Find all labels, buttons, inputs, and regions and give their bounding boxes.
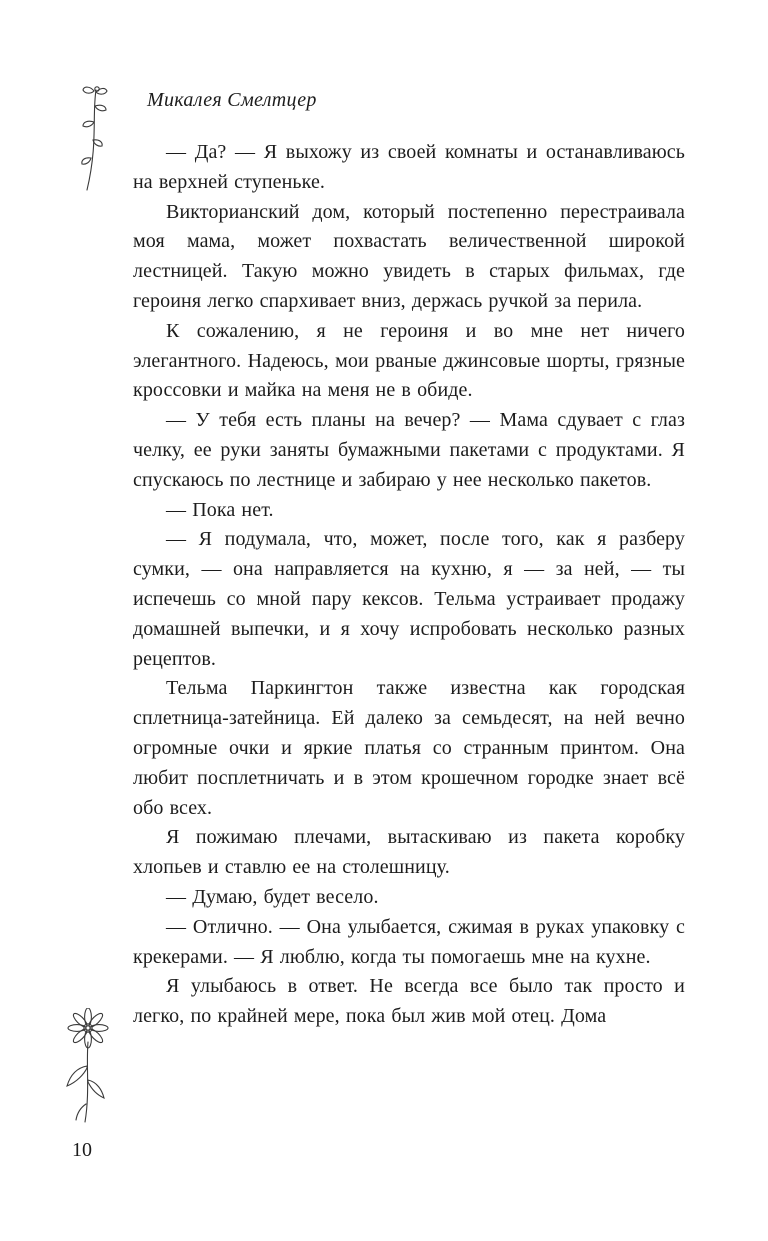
flower-daisy-bottom-icon [58,1008,112,1131]
paragraph: Я пожимаю плечами, вытаскиваю из пакета коробку хлопьев и ставлю ее на столешницу. [133,826,685,879]
paragraph: К сожалению, я не героиня и во мне нет ничего элегантного. Надеюсь, мои рваные джинсовые шорты, грязные кроссовки и майка на меня не в обиде. [133,319,685,402]
paragraph: — Пока нет. [166,498,274,521]
paragraph: — Да? — Я выхожу из своей комнаты и останавливаюсь на верхней ступеньке. [133,141,685,193]
paragraph: Тельма Паркингтон также известна как городская сплетница-затейница. Ей далеко за семьдесят, на ней вечно огромные очки и яркие платья со странным принтом. Она любит посплетничать и в этом крошечном городке знает всё обо всех. [133,677,685,819]
page-number: 10 [72,1139,92,1161]
paragraph: — Думаю, будет весело. [166,885,379,908]
paragraph: — Отлично. — Она улыбается, сжимая в руках упаковку с крекерами. — Я люблю, когда ты помогаешь мне на кухне. [133,915,685,968]
author-header: Микалея Смелтцер [147,89,317,111]
body-text [133,138,685,1032]
paragraph: — У тебя есть планы на вечер? — Мама сдувает с глаз челку, ее руки заняты бумажными пакетами с продуктами. Я спускаюсь по лестнице и забираю у нее несколько пакетов. [133,409,685,491]
paragraph: Я улыбаюсь в ответ. Не всегда все было так просто и легко, по крайней мере, пока был жив мой отец. Дома [133,975,685,1028]
flower-sprig-top-icon [72,82,114,199]
paragraph: Викторианский дом, который постепенно перестраивала моя мама, может похвастать величественной широкой лестницей. Такую можно увидеть в старых фильмах, где героиня легко спархивает вниз, держась ручкой за перила. [133,200,685,312]
paragraph: — Я подумала, что, может, после того, как я разберу сумки, — она направляется на кухню, я — за ней, — ты испечешь со мной пару кексов. Тельма устраивает продажу домашней выпечки, и я хочу испробовать несколько разных рецептов. [133,528,685,670]
text-column [133,88,685,1032]
